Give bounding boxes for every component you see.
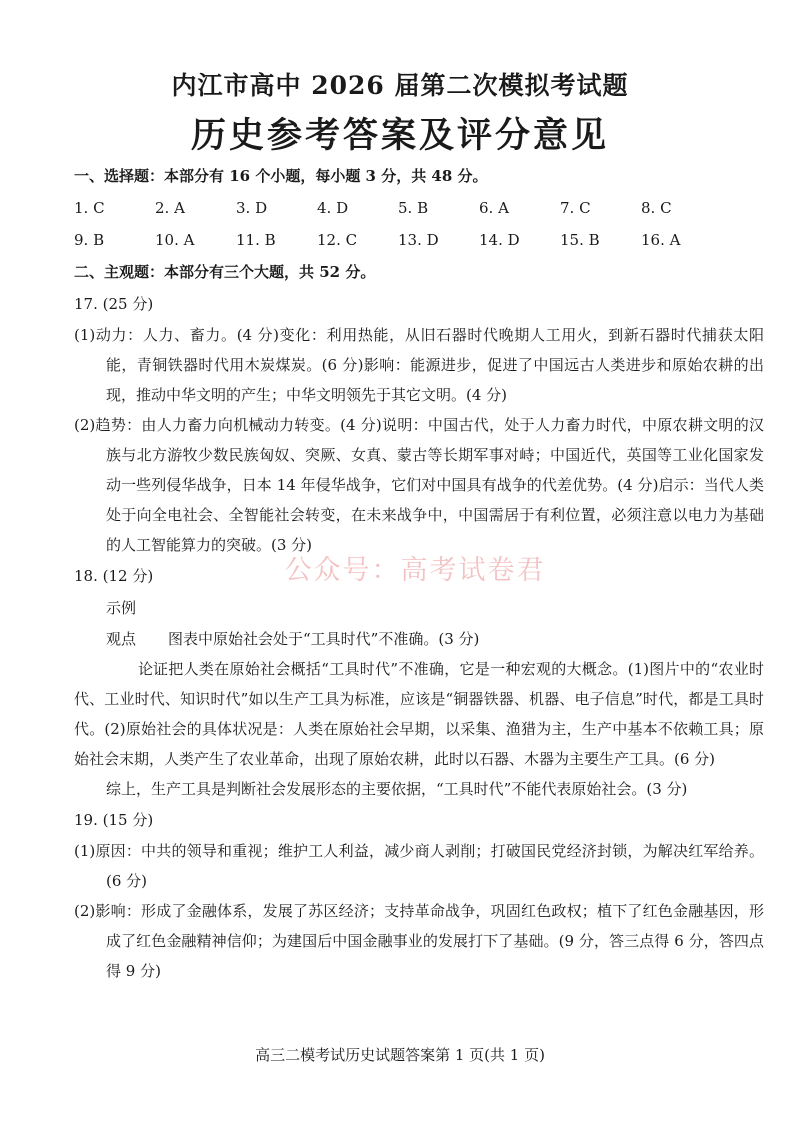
question-18-viewpoint xyxy=(74,624,764,654)
exam-title: 内江市高中 2026 届第二次模拟考试题 xyxy=(171,71,629,100)
answer-item: 13. D xyxy=(398,231,439,249)
answer-item: 12. C xyxy=(317,231,358,249)
question-18-conclusion: 综上，生产工具是判断社会发展形态的主要依据，“工具时代”不能代表原始社会。(3 分) xyxy=(106,780,688,798)
argument-text: 把人类在原始社会概括“工具时代”不准确，它是一种宏观的大概念。(1)图片中的“农业时代、工业时代、知识时代”如以生产工具为标准，应该是“铜器铁器、机器、电子信息”时代，都是工具时代。(2)原始社会的具体状况是：人类在原始社会早期，以采集、渔猎为主，生产中基本不依赖工具；原始社会末期，人类产生了农业革命，出现了原始农耕，此时以石器、木器为主要生产工具。(6 分) xyxy=(74,660,764,768)
answer-item: 9. B xyxy=(74,231,105,249)
answer-row xyxy=(74,224,764,256)
answer-item: 1. C xyxy=(74,199,105,217)
answer-item: 14. D xyxy=(479,231,520,249)
question-17-part-2: (2)趋势：由人力畜力向机械动力转变。(4 分)说明：中国古代，处于人力畜力时代，中原农耕文明的汉族与北方游牧少数民族匈奴、突厥、女真、蒙古等长期军事对峙；中国近代，英国等工业化国家发动一些列侵华战争，日本 14 年侵华战争，它们对中国具有战争的代差优势。(4 分)启示：当代人类处于向全电社会、全智能社会转变，在未来战争中，中国需居于有利位置，必须注意以电力为基础的人工智能算力的突破。(3 分) xyxy=(74,416,764,554)
question-18-argument xyxy=(74,654,764,774)
answer-item: 3. D xyxy=(236,199,268,217)
question-18-example: 示例 xyxy=(106,599,137,617)
watermark-text: 公众号：高考试卷君 xyxy=(284,555,546,586)
viewpoint-tag: 观点 xyxy=(106,630,137,648)
answer-row xyxy=(74,192,764,224)
answer-item: 16. A xyxy=(641,231,681,249)
answer-key-title: 历史参考答案及评分意见 xyxy=(190,115,609,156)
question-17-part-1: (1)动力：人力、畜力。(4 分)变化：利用热能，从旧石器时代晚期人工用火，到新石器时代捕获太阳能，青铜铁器时代用木炭煤炭。(6 分)影响：能源进步，促进了中国远古人类进步和原始农耕的出现，推动中华文明的产生；中华文明领先于其它文明。(4 分) xyxy=(74,326,764,404)
question-17-label: 17. (25 分) xyxy=(74,295,154,313)
answer-item: 6. A xyxy=(479,199,509,217)
argument-tag: 论证 xyxy=(138,660,169,678)
section1-heading: 一、选择题：本部分有 16 个小题，每小题 3 分，共 48 分。 xyxy=(74,167,488,185)
question-19-part-2: (2)影响：形成了金融体系，发展了苏区经济；支持革命战争，巩固红色政权；植下了红色金融基因，形成了红色金融精神信仰；为建国后中国金融事业的发展打下了基础。(9 分，答三点得 6 分，答四点得 9 分) xyxy=(74,902,764,980)
question-18-label: 18. (12 分) xyxy=(74,567,154,585)
answer-item: 5. B xyxy=(398,199,429,217)
viewpoint-text: 图表中原始社会处于“工具时代”不准确。(3 分) xyxy=(168,630,480,648)
answer-item: 4. D xyxy=(317,199,349,217)
question-19-label: 19. (15 分) xyxy=(74,811,154,829)
answer-item: 2. A xyxy=(155,199,185,217)
answer-item: 15. B xyxy=(560,231,600,249)
page-footer: 高三二模考试历史试题答案第 1 页(共 1 页) xyxy=(255,1046,545,1064)
answer-item: 7. C xyxy=(560,199,591,217)
answer-item: 11. B xyxy=(236,231,276,249)
answer-item: 10. A xyxy=(155,231,195,249)
section2-heading: 二、主观题：本部分有三个大题，共 52 分。 xyxy=(74,263,376,281)
question-19-part-1: (1)原因：中共的领导和重视；维护工人利益，减少商人剥削；打破国民党经济封锁，为解决红军给养。(6 分) xyxy=(74,842,764,890)
answer-item: 8. C xyxy=(641,199,672,217)
